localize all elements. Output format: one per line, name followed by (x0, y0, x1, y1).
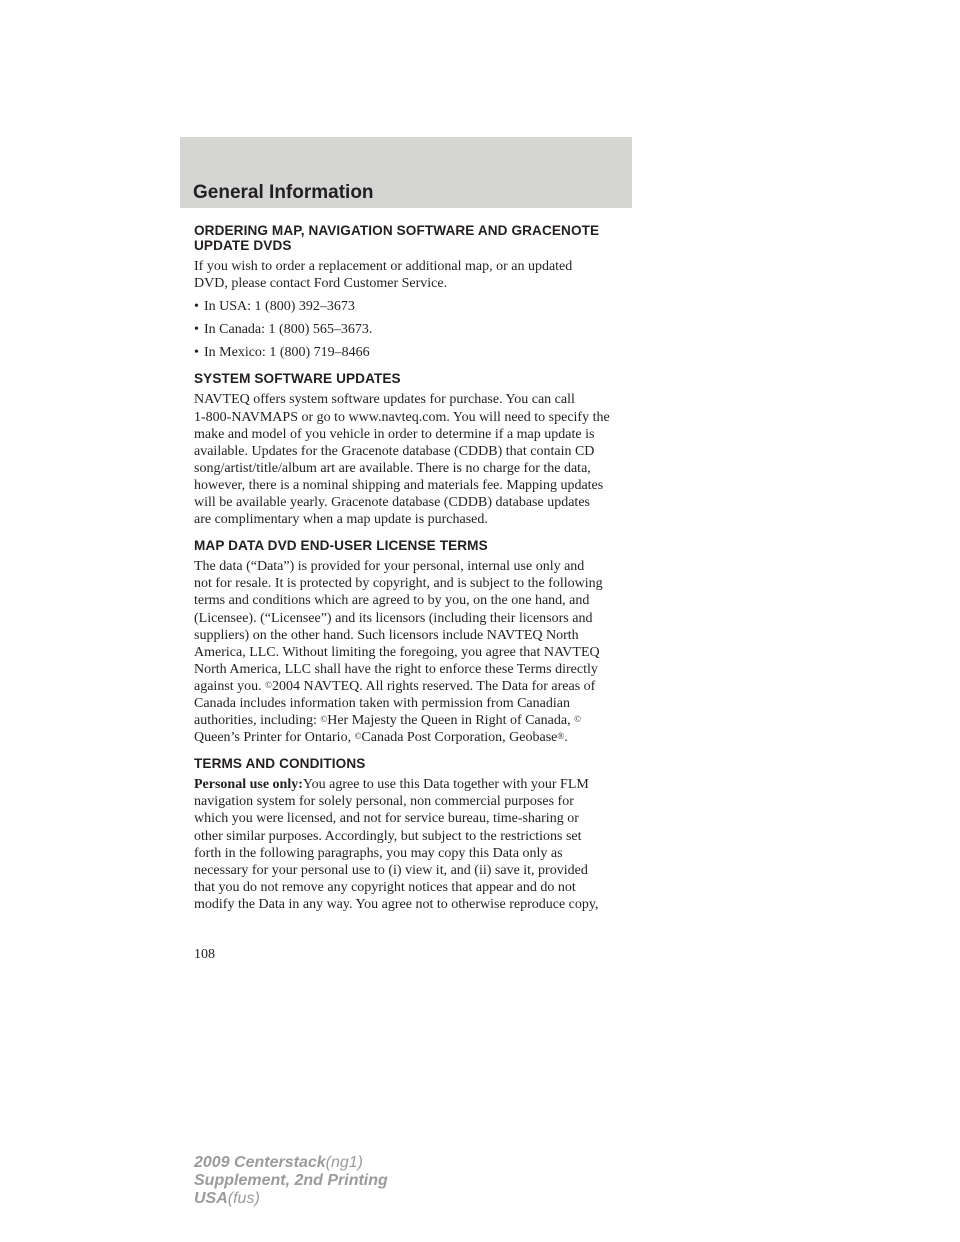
page-number: 108 (194, 947, 215, 962)
list-item (194, 298, 640, 315)
terms-text: You agree to use this Data together with your FLM navigation system for solely personal, non commercial purposes for which you were licensed, and not for service bureau, time-sharing or other similar purposes. Accordingly, but subject to the restrictions set forth in the following paragraphs, you may copy this Data only as necessary for your personal use to (i) view it, and (ii) save it, provided that you do not remove any copyright notices that appear and do not modify the Data in any way. You agree not to otherwise reproduce copy, (194, 777, 599, 912)
copyright-symbol: © (320, 714, 328, 725)
document-footer (194, 1154, 388, 1208)
ordering-heading (194, 223, 640, 253)
terms-body (194, 776, 640, 913)
page-content (194, 223, 640, 919)
bullet-icon: • (194, 322, 199, 338)
footer-market: USA (194, 1190, 228, 1207)
license-text-1: The data (“Data”) is provided for your personal, internal use only and not for resale. It is protected by copyright, and is subject to the following terms and conditions which are agreed to by you, on the one hand, and (Licensee). (“Licensee”) and its licensors (including their licensors and suppliers) on the other hand. Such licensors include NAVTEQ North America, LLC. Without limiting the foregoing, you agree that NAVTEQ North America, LLC shall have the right to enforce these Terms directly against you. (194, 559, 603, 694)
bullet-icon: • (194, 299, 199, 315)
footer-market-code: (fus) (227, 1190, 260, 1207)
phone-list (194, 298, 640, 361)
ordering-intro: If you wish to order a replacement or additional map, or an updated DVD, please contact Ford Customer Service. (194, 259, 573, 292)
bullet-icon: • (194, 345, 199, 361)
footer-printing: Supplement, 2nd Printing (194, 1172, 388, 1189)
registered-symbol: ® (557, 731, 565, 742)
list-item (194, 321, 640, 338)
license-heading: MAP DATA DVD END-USER LICENSE TERMS (194, 538, 488, 554)
copyright-symbol: © (354, 731, 362, 742)
copyright-symbol: © (574, 714, 581, 725)
license-text-4: Queen’s Printer for Ontario, (194, 730, 352, 746)
copyright-symbol: © (265, 679, 272, 690)
section-title: General Information (193, 182, 374, 203)
list-item (194, 344, 640, 361)
software-body: NAVTEQ offers system software updates for purchase. You can call 1-800-NAVMAPS or go to www.navteq.com. You will need to specify the make and model of you vehicle in order to determine if a map update is available. Updates for the Gracenote database (CDDB) that contain CD song/artist/title/album art are available. There is no charge for the data, however, there is a nominal shipping and materials fee. Mapping updates will be available yearly. Gracenote database (CDDB) database updates are complimentary when a map update is purchased. (194, 392, 610, 528)
terms-lead: Personal use only: (194, 777, 303, 793)
phone-usa: In USA: 1 (800) 392–3673 (204, 299, 355, 315)
phone-canada: In Canada: 1 (800) 565–3673. (204, 322, 373, 338)
footer-edition: 2009 Centerstack (194, 1154, 326, 1171)
section-header-band (180, 137, 632, 208)
license-body (194, 558, 640, 746)
phone-mexico: In Mexico: 1 (800) 719–8466 (204, 345, 370, 361)
terms-heading: TERMS AND CONDITIONS (194, 756, 366, 772)
footer-edition-code: (ng1) (325, 1154, 363, 1171)
ordering-heading-line2: UPDATE DVDS (194, 238, 292, 253)
license-text-end: . (564, 730, 568, 746)
license-text-5: Canada Post Corporation, Geobase (361, 730, 558, 746)
license-text-2: 2004 NAVTEQ. All rights reserved. The Data for areas of Canada includes information taken with permission from Canadian authorities, including: (194, 678, 596, 729)
license-text-3: Her Majesty the Queen in Right of Canada, (327, 713, 575, 729)
ordering-heading-line1: ORDERING MAP, NAVIGATION SOFTWARE AND GRACENOTE (194, 223, 600, 238)
software-heading: SYSTEM SOFTWARE UPDATES (194, 371, 401, 387)
